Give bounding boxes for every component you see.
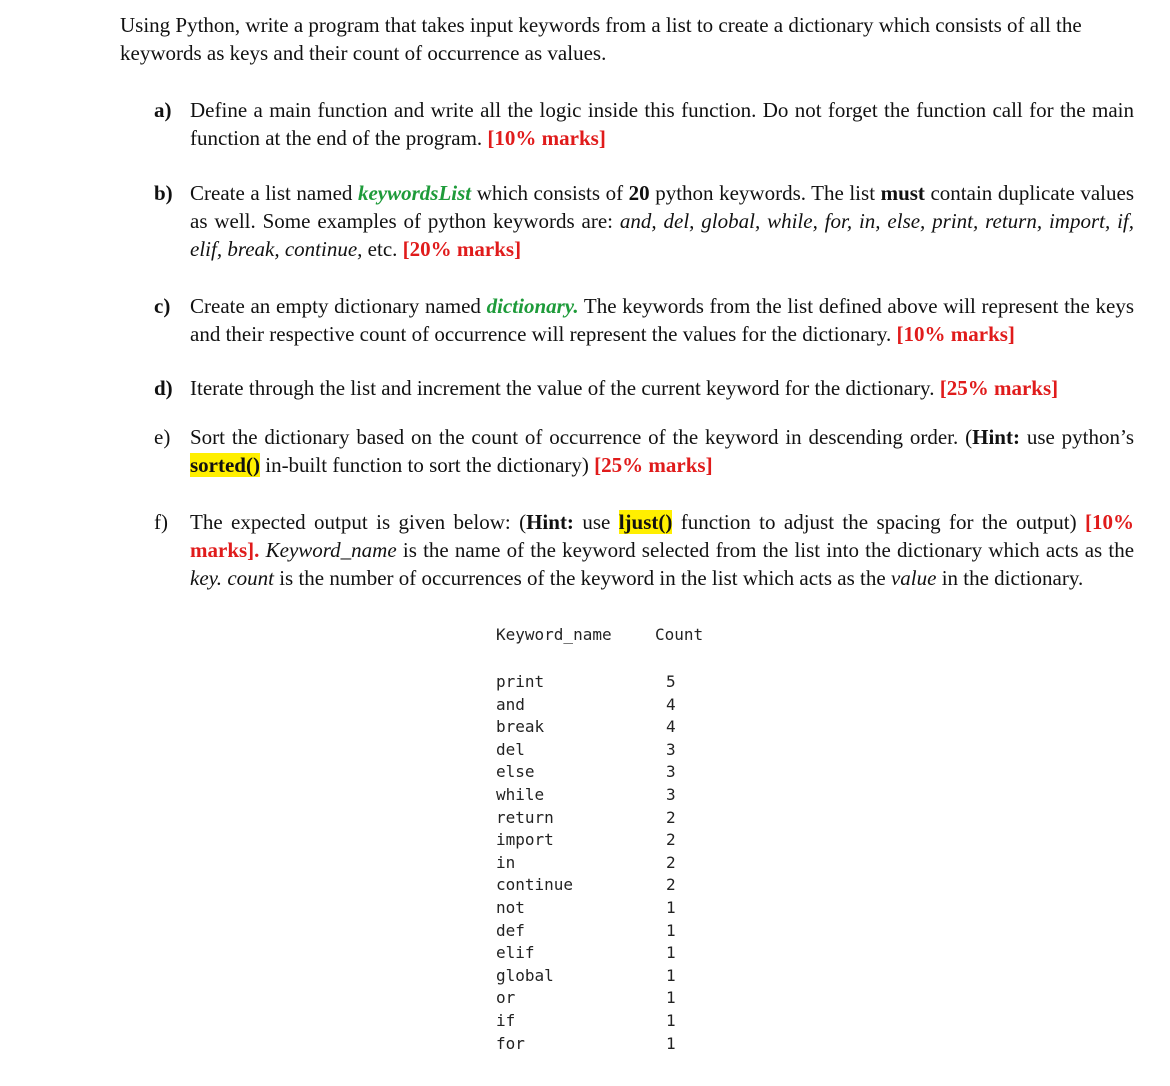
- output-rows: [496, 671, 716, 1055]
- key-term: key.: [190, 566, 223, 590]
- item-a-label: a): [154, 98, 172, 122]
- dictionary-name: dictionary.: [486, 294, 579, 318]
- item-b-label: b): [154, 181, 173, 205]
- output-row: [496, 874, 716, 897]
- row-keyword: continue: [496, 875, 574, 895]
- row-keyword: in: [496, 852, 516, 872]
- row-count: 1: [666, 965, 676, 985]
- row-keyword: and: [496, 694, 525, 714]
- output-row: [496, 942, 716, 965]
- row-keyword: def: [496, 920, 525, 940]
- row-count: 1: [666, 920, 676, 940]
- intro-text: Using Python, write a program that takes input keywords from a list to create a dictionary which consists of all the keywords as keys and their count of occurrence as values.: [120, 13, 1082, 65]
- item-b: [154, 179, 1134, 263]
- output-row: [496, 694, 716, 717]
- intro-paragraph: [120, 11, 1130, 67]
- item-c: [154, 292, 1134, 348]
- row-keyword: not: [496, 897, 525, 917]
- item-f-t5: is the number of occurrences of the keyword in the list which acts as the: [279, 566, 886, 590]
- item-a-marks: [10% marks]: [487, 126, 606, 150]
- row-count: 1: [666, 988, 676, 1008]
- must-emphasis: must: [880, 181, 925, 205]
- item-f-t1: The expected output is given below: (: [190, 510, 527, 534]
- row-count: 3: [666, 762, 676, 782]
- row-count: 2: [666, 830, 676, 850]
- output-row: [496, 852, 716, 875]
- row-count: 1: [666, 943, 676, 963]
- item-e-t2: use python’s: [1026, 425, 1134, 449]
- row-keyword: print: [496, 672, 545, 691]
- ljust-function: ljust(): [618, 510, 673, 534]
- row-count: 5: [666, 672, 676, 691]
- item-b-t5: etc.: [367, 237, 398, 261]
- item-d-label: d): [154, 376, 173, 400]
- output-row: [496, 897, 716, 920]
- item-c-t1: Create an empty dictionary named: [190, 294, 481, 318]
- header-count: Count: [655, 625, 704, 644]
- output-row: [496, 920, 716, 943]
- item-f-t3: function to adjust the spacing for the output): [680, 510, 1077, 534]
- output-row: [496, 671, 716, 694]
- keyword-count: 20: [628, 181, 650, 205]
- item-f: [154, 508, 1134, 592]
- row-keyword: elif: [496, 943, 535, 963]
- row-keyword: if: [496, 1010, 516, 1030]
- row-keyword: or: [496, 988, 516, 1008]
- value-term: value: [890, 566, 937, 590]
- row-count: 2: [666, 852, 676, 872]
- item-d: [154, 374, 1134, 402]
- output-row: [496, 807, 716, 830]
- item-a: [154, 96, 1134, 152]
- item-c-marks: [10% marks]: [896, 322, 1015, 346]
- item-e-label: e): [154, 425, 171, 449]
- hint-label: Hint:: [526, 510, 574, 534]
- output-row: [496, 987, 716, 1010]
- output-row: [496, 784, 716, 807]
- row-count: 2: [666, 807, 676, 827]
- item-b-t3: python keywords. The list: [655, 181, 876, 205]
- row-keyword: for: [496, 1033, 525, 1053]
- item-e-marks: [25% marks]: [594, 453, 713, 477]
- item-b-t4: contain duplicate values as well. Some examples of python keywords are:: [190, 181, 1134, 233]
- output-row: [496, 739, 716, 762]
- item-f-marks: [10% marks].: [190, 510, 1134, 562]
- row-keyword: return: [496, 807, 554, 827]
- item-f-label: f): [154, 510, 168, 534]
- row-count: 1: [666, 897, 676, 917]
- item-f-t2: use: [582, 510, 611, 534]
- header-keyword-name: Keyword_name: [496, 625, 612, 644]
- item-c-label: c): [154, 294, 171, 318]
- count-term: count: [227, 566, 274, 590]
- row-keyword: break: [496, 717, 545, 737]
- sorted-function: sorted(): [190, 453, 260, 477]
- item-b-marks: [20% marks]: [402, 237, 522, 261]
- item-f-t6: in the dictionary.: [941, 566, 1084, 590]
- item-a-text: Define a main function and write all the logic inside this function. Do not forget the function call for the main function at the end of the program.: [190, 98, 1134, 150]
- output-row: [496, 716, 716, 739]
- row-count: 1: [666, 1033, 676, 1053]
- item-e-t3: in-built function to sort the dictionary): [265, 453, 589, 477]
- item-b-t1: Create a list named: [190, 181, 353, 205]
- row-count: 3: [666, 739, 676, 759]
- output-row: [496, 965, 716, 988]
- item-b-t2: which consists of: [476, 181, 624, 205]
- keyword-examples: and, del, global, while, for, in, else, print, return, import, if, elif, break, continue,: [190, 209, 1134, 261]
- keyword-name-term: Keyword_name: [265, 538, 397, 562]
- item-e: [154, 423, 1134, 479]
- output-row: [496, 1033, 716, 1056]
- row-count: 4: [666, 694, 676, 714]
- row-count: 4: [666, 717, 676, 737]
- row-count: 3: [666, 784, 676, 804]
- row-keyword: del: [496, 739, 525, 759]
- row-count: 1: [666, 1010, 676, 1030]
- output-row: [496, 829, 716, 852]
- item-f-t4: is the name of the keyword selected from the list into the dictionary which acts as the: [402, 538, 1135, 562]
- item-e-t1: Sort the dictionary based on the count of occurrence of the keyword in descending order. (: [190, 425, 973, 449]
- output-row: [496, 1010, 716, 1033]
- hint-label: Hint:: [972, 425, 1020, 449]
- item-d-text: Iterate through the list and increment the value of the current keyword for the dictionary.: [190, 376, 935, 400]
- item-c-t2: The keywords from the list defined above will represent the keys and their respective count of occurrence will represent the values for the dictionary.: [190, 294, 1135, 346]
- row-keyword: else: [496, 762, 535, 782]
- row-keyword: global: [496, 965, 554, 985]
- keywords-list-name: keywordsList: [357, 181, 472, 205]
- row-keyword: while: [496, 784, 545, 804]
- item-d-marks: [25% marks]: [939, 376, 1059, 400]
- output-row: [496, 761, 716, 784]
- row-count: 2: [666, 875, 676, 895]
- row-keyword: import: [496, 830, 554, 850]
